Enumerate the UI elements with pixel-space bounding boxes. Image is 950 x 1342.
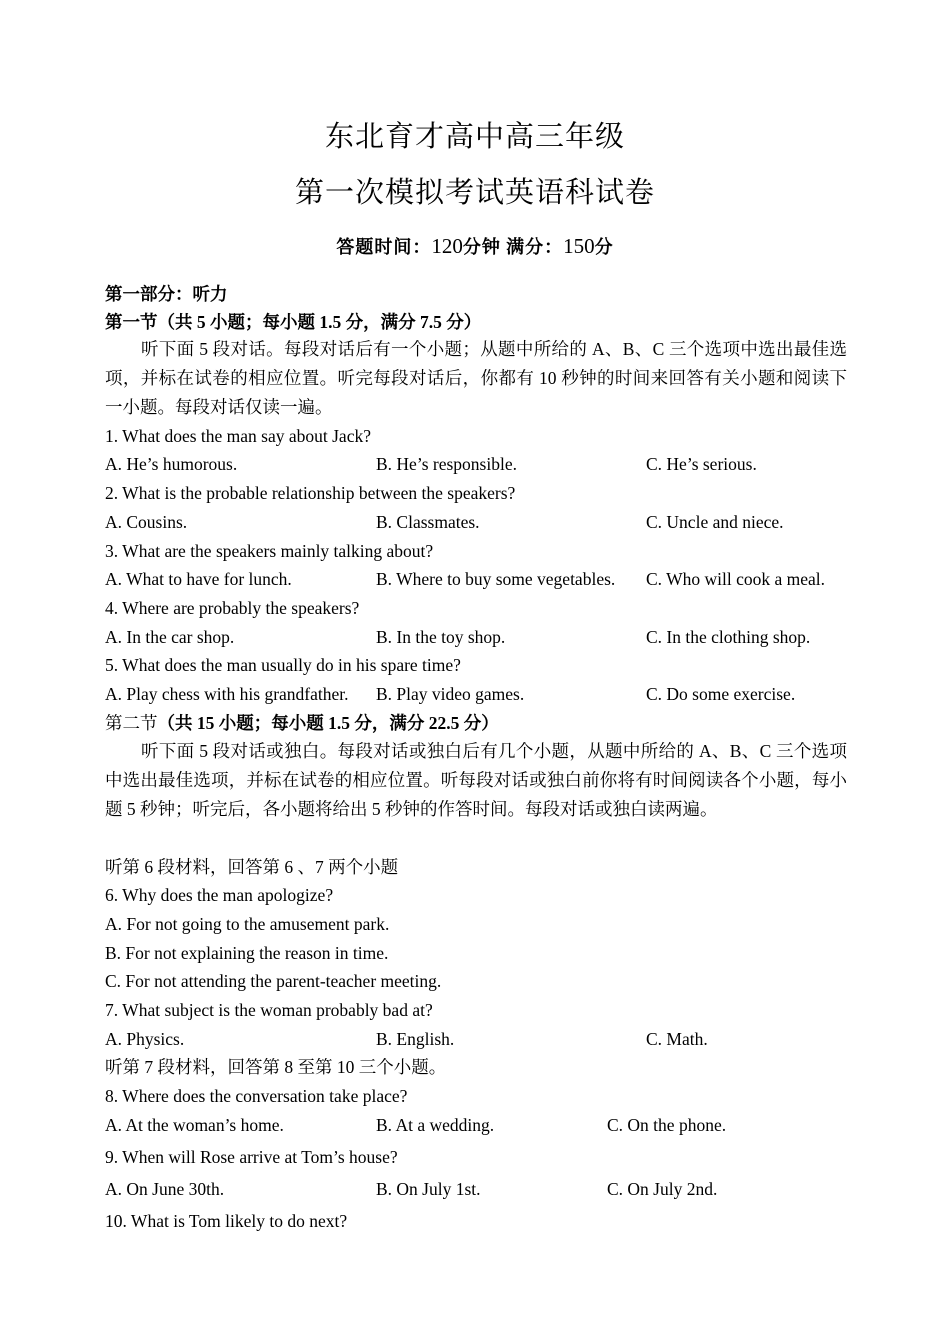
time-unit: 分钟 xyxy=(462,237,501,257)
section2-scoring: （共 15 小题；每小题 1.5 分，满分 22.5 分） xyxy=(157,713,499,733)
question-1-option-c: C. He’s serious. xyxy=(646,454,757,474)
question-10-stem: 10. What is Tom likely to do next? xyxy=(105,1211,348,1231)
question-8-stem: 8. Where does the conversation take place? xyxy=(105,1086,408,1106)
section2-prefix: 第二节 xyxy=(105,713,158,733)
question-4-stem: 4. Where are probably the speakers? xyxy=(105,598,360,618)
question-8-option-b: B. At a wedding. xyxy=(376,1115,495,1135)
time-value: 120 xyxy=(431,234,463,258)
exam-title-line2: 第一次模拟考试英语科试卷 xyxy=(294,177,655,209)
score-unit: 分 xyxy=(594,237,614,257)
question-3-option-b: B. Where to buy some vegetables. xyxy=(376,569,616,589)
question-3-option-a: A. What to have for lunch. xyxy=(105,569,292,589)
question-2-option-a: A. Cousins. xyxy=(105,512,188,532)
question-9-option-c: C. On July 2nd. xyxy=(607,1179,718,1199)
question-1-stem: 1. What does the man say about Jack? xyxy=(105,426,371,446)
question-9-option-a: A. On June 30th. xyxy=(105,1179,225,1199)
question-4-option-b: B. In the toy shop. xyxy=(376,627,506,647)
question-8-option-a: A. At the woman’s home. xyxy=(105,1115,284,1135)
question-7-option-b: B. English. xyxy=(376,1029,455,1049)
question-8-option-c: C. On the phone. xyxy=(607,1115,727,1135)
question-3-option-c: C. Who will cook a meal. xyxy=(646,569,826,589)
question-1-option-b: B. He’s responsible. xyxy=(376,454,517,474)
score-value: 150 xyxy=(563,234,595,258)
material-7-note: 听第 7 段材料，回答第 8 至第 10 三个小题。 xyxy=(105,1057,447,1077)
question-2-option-c: C. Uncle and niece. xyxy=(646,512,784,532)
section2-heading xyxy=(105,711,499,735)
question-7-option-a: A. Physics. xyxy=(105,1029,185,1049)
part1-heading: 第一部分：听力 xyxy=(105,284,228,304)
time-label: 答题时间： xyxy=(336,237,432,257)
question-6-option-a: A. For not going to the amusement park. xyxy=(105,914,390,934)
question-5-stem: 5. What does the man usually do in his spare time? xyxy=(105,655,461,675)
question-5-option-a: A. Play chess with his grandfather. xyxy=(105,684,349,704)
question-9-option-b: B. On July 1st. xyxy=(376,1179,481,1199)
question-4-option-c: C. In the clothing shop. xyxy=(646,627,811,647)
section2-instructions: 听下面 5 段对话或独白。每段对话或独白后有几个小题，从题中所给的 A、B、C 三个选项中选出最佳选项，并标在试卷的相应位置。听每段对话或独白前你将有时间阅读各个小题，每小题 5 秒钟；听完后，各小题将给出 5 秒钟的作答时间。每段对话或独白读两遍。 xyxy=(105,741,847,819)
score-label: 满分： xyxy=(506,237,564,257)
question-6-option-b: B. For not explaining the reason in time. xyxy=(105,943,389,963)
section1-instructions: 听下面 5 段对话。每段对话后有一个小题；从题中所给的 A、B、C 三个选项中选出最佳选项，并标在试卷的相应位置。听完每段对话后，你都有 10 秒钟的时间来回答有关小题和阅读下一小题。每段对话仅读一遍。 xyxy=(105,339,847,417)
section1-heading: 第一节（共 5 小题；每小题 1.5 分，满分 7.5 分） xyxy=(105,312,482,332)
question-5-option-c: C. Do some exercise. xyxy=(646,684,796,704)
question-3-stem: 3. What are the speakers mainly talking about? xyxy=(105,541,434,561)
question-5-option-b: B. Play video games. xyxy=(376,684,525,704)
question-6-option-c: C. For not attending the parent-teacher meeting. xyxy=(105,971,442,991)
question-6-stem: 6. Why does the man apologize? xyxy=(105,885,334,905)
question-4-option-a: A. In the car shop. xyxy=(105,627,235,647)
question-7-stem: 7. What subject is the woman probably bad at? xyxy=(105,1000,433,1020)
material-6-note: 听第 6 段材料，回答第 6 、7 两个小题 xyxy=(105,857,399,877)
question-2-option-b: B. Classmates. xyxy=(376,512,480,532)
question-2-stem: 2. What is the probable relationship between the speakers? xyxy=(105,483,516,503)
question-9-stem: 9. When will Rose arrive at Tom’s house? xyxy=(105,1147,398,1167)
time-score-line xyxy=(0,233,950,259)
question-7-option-c: C. Math. xyxy=(646,1029,708,1049)
exam-title-line1: 东北育才高中高三年级 xyxy=(324,121,625,153)
question-1-option-a: A. He’s humorous. xyxy=(105,454,238,474)
